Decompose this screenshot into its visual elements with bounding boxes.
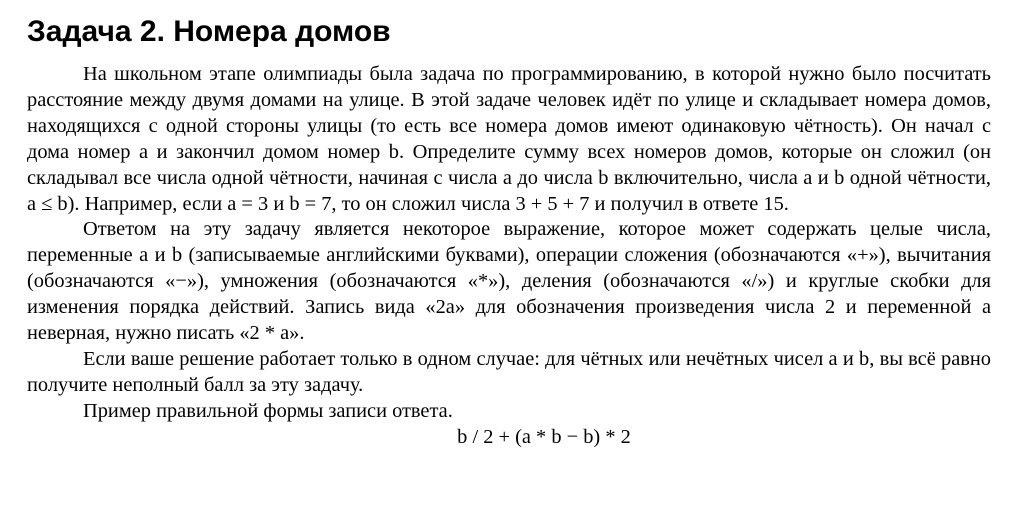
task-title: Задача 2. Номера домов xyxy=(27,15,391,48)
task-statement-paragraph: На школьном этапе олимпиады была задача по программированию, в которой нужно было посчитать расстояние между двумя домами на улице. В этой задаче человек идёт по улице и складывает номера домов, находящихся с одной стороны улицы (то есть все номера домов имеют одинаковую чётность). Он начал с дома номер a и закончил домом номер b. Определите сумму всех номеров домов, которые он сложил (он складывал все числа одной чётности, начиная с числа a до числа b включительно, числа a и b одной чётности, a ≤ b). Например, если a = 3 и b = 7, то он сложил числа 3 + 5 + 7 и получил в ответе 15. xyxy=(27,63,991,215)
document-page xyxy=(27,14,991,451)
partial-score-paragraph: Если ваше решение работает только в одном случае: для чётных или нечётных чисел a и b, вы всё равно получите неполный балл за эту задачу. xyxy=(27,347,991,396)
example-formula: b / 2 + (a * b − b) * 2 xyxy=(457,425,631,448)
answer-format-paragraph: Ответом на эту задачу является некоторое выражение, которое может содержать целые числа, переменные a и b (записываемые английскими буквами), операции сложения (обозначаются «+»), вычитания (обозначаются «−»), умножения (обозначаются «*»), деления (обозначаются «/») и круглые скобки для изменения порядка действий. Запись вида «2a» для обозначения произведения числа 2 и переменной a неверная, нужно писать «2 * a». xyxy=(27,218,991,345)
example-intro-paragraph: Пример правильной формы записи ответа. xyxy=(83,399,453,422)
task-body xyxy=(27,62,991,451)
